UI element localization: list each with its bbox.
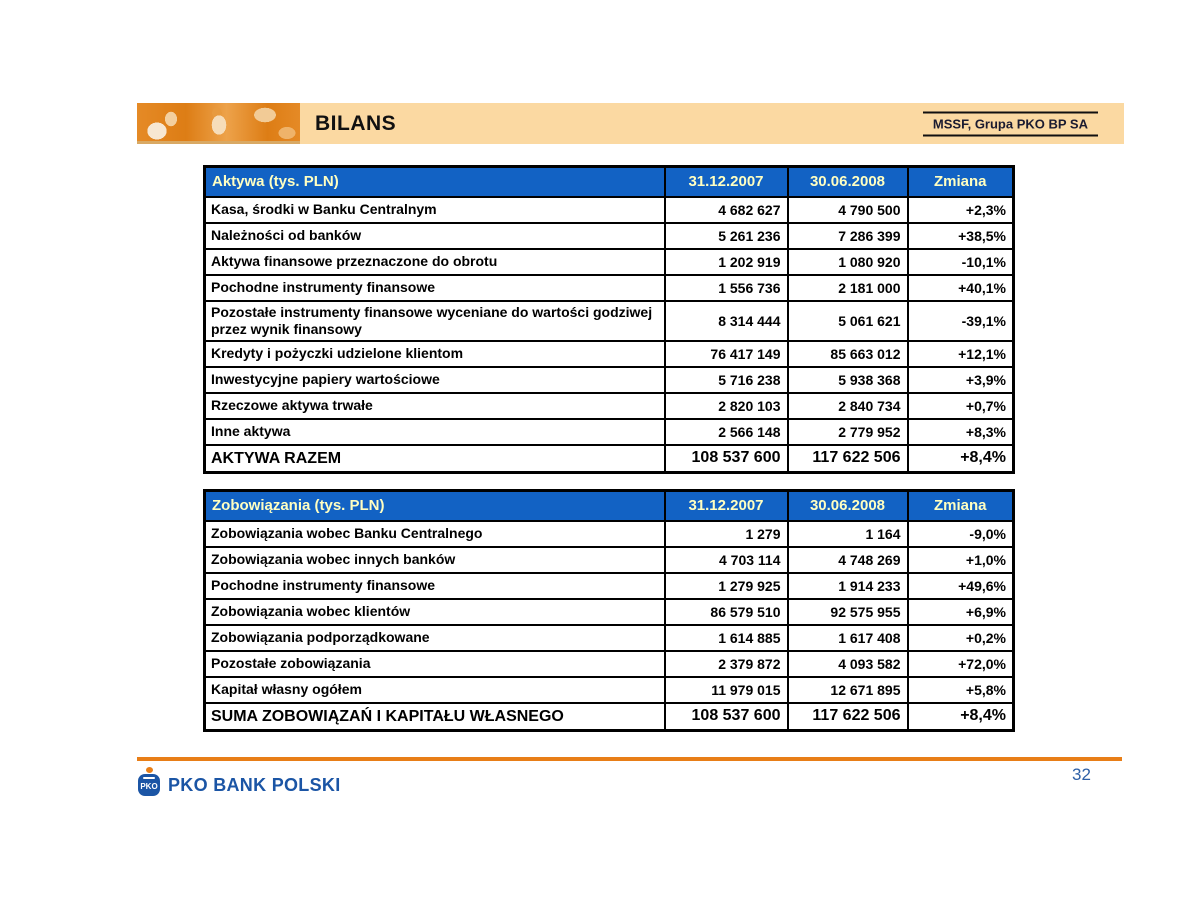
value-2008: 1 080 920 [788,249,908,275]
total-label: AKTYWA RAZEM [205,445,665,473]
value-2007: 1 614 885 [665,625,788,651]
value-2007: 1 279 [665,521,788,547]
value-2008: 92 575 955 [788,599,908,625]
table-row [205,341,1014,367]
row-label: Pozostałe instrumenty finansowe wyceniane do wartości godziwej przez wynik finansowy [205,301,665,341]
value-2007: 2 379 872 [665,651,788,677]
total-label: SUMA ZOBOWIĄZAŃ I KAPITAŁU WŁASNEGO [205,703,665,731]
page-number: 32 [1072,765,1091,784]
row-label: Zobowiązania podporządkowane [205,625,665,651]
change-value: +38,5% [908,223,1014,249]
value-2008: 85 663 012 [788,341,908,367]
value-2008: 1 164 [788,521,908,547]
table-row [205,573,1014,599]
total-change: +8,4% [908,445,1014,473]
table-row [205,651,1014,677]
value-2008: 7 286 399 [788,223,908,249]
change-value: +5,8% [908,677,1014,703]
change-value: +2,3% [908,197,1014,223]
table-row [205,301,1014,341]
value-2007: 4 703 114 [665,547,788,573]
change-value: +0,2% [908,625,1014,651]
column-header-2008: 30.06.2008 [788,491,908,521]
value-2008: 5 061 621 [788,301,908,341]
value-2008: 2 181 000 [788,275,908,301]
header-band [137,103,1124,144]
table-row [205,249,1014,275]
table-row [205,419,1014,445]
aktywa-header-row [205,167,1014,197]
value-2008: 2 840 734 [788,393,908,419]
row-label: Inne aktywa [205,419,665,445]
change-value: +6,9% [908,599,1014,625]
column-header-zobowiazania: Zobowiązania (tys. PLN) [205,491,665,521]
value-2007: 76 417 149 [665,341,788,367]
row-label: Zobowiązania wobec Banku Centralnego [205,521,665,547]
pko-logo-icon [137,767,163,798]
value-2007: 2 566 148 [665,419,788,445]
logo-coin-dot [146,767,153,773]
column-header-2007: 31.12.2007 [665,167,788,197]
column-header-2008: 30.06.2008 [788,167,908,197]
table-row [205,275,1014,301]
table-row [205,677,1014,703]
value-2008: 12 671 895 [788,677,908,703]
row-label: Kredyty i pożyczki udzielone klientom [205,341,665,367]
value-2008: 1 617 408 [788,625,908,651]
row-label: Aktywa finansowe przeznaczone do obrotu [205,249,665,275]
value-2007: 1 556 736 [665,275,788,301]
value-2007: 1 279 925 [665,573,788,599]
table-total-row [205,445,1014,473]
table-row [205,547,1014,573]
value-2007: 4 682 627 [665,197,788,223]
row-label: Pochodne instrumenty finansowe [205,573,665,599]
logo-moneybox [138,774,160,796]
change-value: -39,1% [908,301,1014,341]
change-value: +0,7% [908,393,1014,419]
row-label: Zobowiązania wobec klientów [205,599,665,625]
column-header-2007: 31.12.2007 [665,491,788,521]
value-2007: 1 202 919 [665,249,788,275]
value-2007: 5 261 236 [665,223,788,249]
total-2008: 117 622 506 [788,445,908,473]
page-title: BILANS [315,111,397,135]
value-2007: 86 579 510 [665,599,788,625]
column-header-zmiana: Zmiana [908,491,1014,521]
change-value: +12,1% [908,341,1014,367]
total-change: +8,4% [908,703,1014,731]
change-value: +49,6% [908,573,1014,599]
zobowiazania-header-row [205,491,1014,521]
row-label: Kapitał własny ogółem [205,677,665,703]
column-header-aktywa: Aktywa (tys. PLN) [205,167,665,197]
table-total-row [205,703,1014,731]
value-2008: 4 748 269 [788,547,908,573]
total-2008: 117 622 506 [788,703,908,731]
table-row [205,599,1014,625]
value-2008: 5 938 368 [788,367,908,393]
value-2007: 11 979 015 [665,677,788,703]
change-value: -9,0% [908,521,1014,547]
change-value: -10,1% [908,249,1014,275]
footer-divider [137,757,1122,761]
table-row [205,223,1014,249]
row-label: Należności od banków [205,223,665,249]
row-label: Zobowiązania wobec innych banków [205,547,665,573]
value-2008: 4 093 582 [788,651,908,677]
value-2007: 8 314 444 [665,301,788,341]
change-value: +72,0% [908,651,1014,677]
value-2008: 4 790 500 [788,197,908,223]
change-value: +8,3% [908,419,1014,445]
zobowiazania-table [203,489,1015,732]
table-row [205,393,1014,419]
column-header-zmiana: Zmiana [908,167,1014,197]
value-2007: 2 820 103 [665,393,788,419]
value-2008: 1 914 233 [788,573,908,599]
header-photo-strip [137,103,300,144]
row-label: Kasa, środki w Banku Centralnym [205,197,665,223]
row-label: Inwestycyjne papiery wartościowe [205,367,665,393]
bank-name: PKO BANK POLSKI [168,775,341,795]
logo-slot [143,777,155,779]
row-label: Rzeczowe aktywa trwałe [205,393,665,419]
aktywa-table [203,165,1015,474]
change-value: +40,1% [908,275,1014,301]
table-row [205,521,1014,547]
table-row [205,367,1014,393]
table-row [205,197,1014,223]
table-row [205,625,1014,651]
value-2008: 2 779 952 [788,419,908,445]
value-2007: 5 716 238 [665,367,788,393]
total-2007: 108 537 600 [665,445,788,473]
row-label: Pochodne instrumenty finansowe [205,275,665,301]
change-value: +1,0% [908,547,1014,573]
total-2007: 108 537 600 [665,703,788,731]
report-scope-label: MSSF, Grupa PKO BP SA [923,111,1098,136]
logo-abbr: PKO [140,781,158,791]
row-label: Pozostałe zobowiązania [205,651,665,677]
change-value: +3,9% [908,367,1014,393]
